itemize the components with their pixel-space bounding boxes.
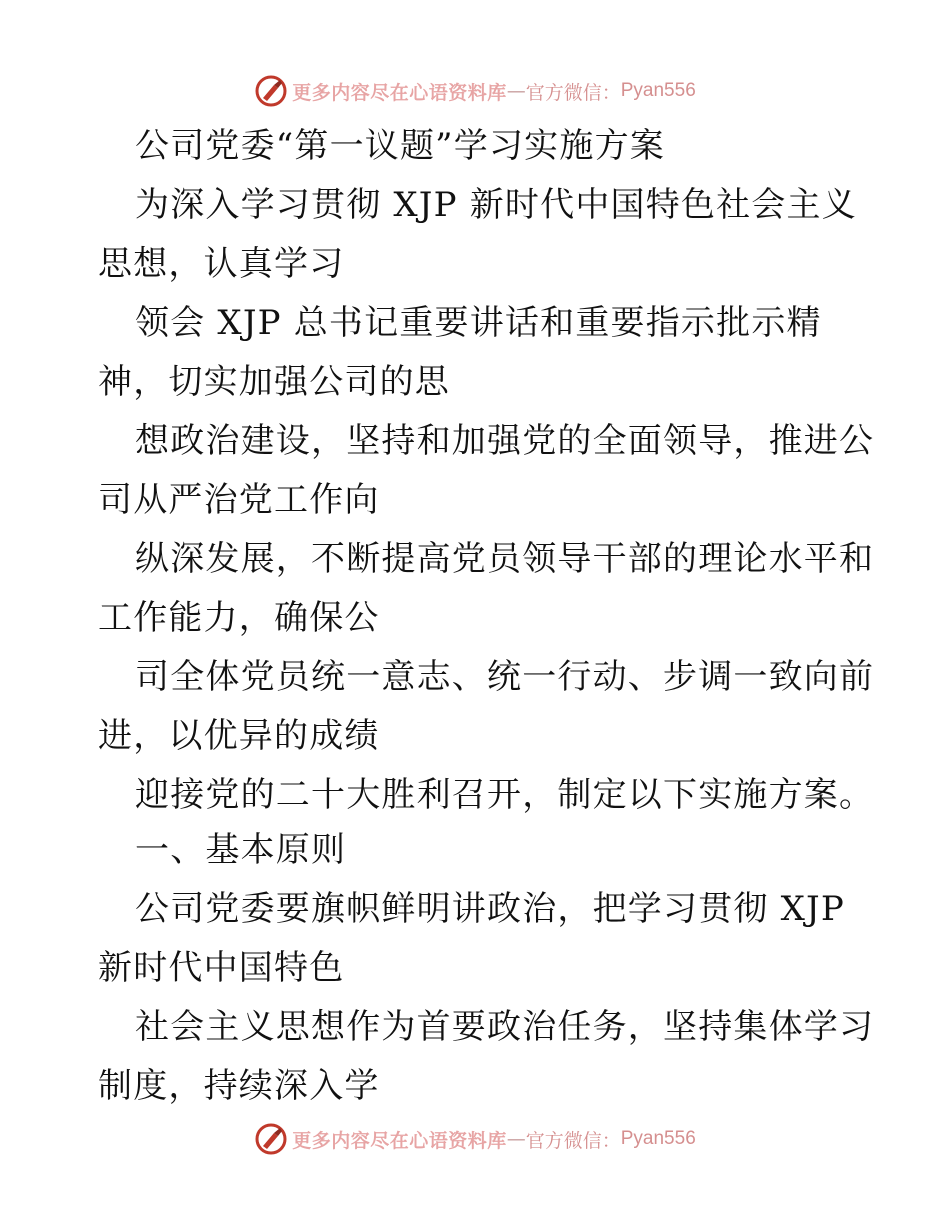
section-heading: 一、基本原则: [135, 830, 347, 870]
text-line: 纵深发展，不断提高党员领导干部的理论水平和: [135, 539, 875, 579]
pen-logo-icon: [254, 74, 288, 108]
text-line: 思想，认真学习: [98, 244, 345, 284]
watermark-wechat-label: 官方微信：: [525, 81, 621, 104]
text-line: 领会 XJP 总书记重要讲话和重要指示批示精: [135, 303, 822, 343]
header-watermark: [0, 71, 950, 111]
text-line: 社会主义思想作为首要政治任务，坚持集体学习: [135, 1007, 875, 1047]
text-line: 司全体党员统一意志、统一行动、步调一致向前: [135, 657, 875, 697]
watermark-dash: —: [506, 1128, 526, 1150]
text-line: 制度，持续深入学: [98, 1066, 380, 1106]
watermark-main-text: 更多内容尽在心语资料库: [292, 81, 507, 104]
document-title: 公司党委“第一议题”学习实施方案: [135, 126, 665, 166]
watermark-wechat-id: Pyan556: [620, 80, 696, 101]
text-line: 司从严治党工作向: [98, 480, 380, 520]
text-line: 进，以优异的成绩: [98, 716, 380, 756]
text-line: 迎接党的二十大胜利召开，制定以下实施方案。: [135, 775, 875, 815]
text-line: 为深入学习贯彻 XJP 新时代中国特色社会主义: [135, 185, 857, 225]
watermark-wechat-label: 官方微信：: [525, 1129, 621, 1152]
watermark-dash: —: [506, 80, 526, 102]
footer-watermark: [0, 1119, 950, 1159]
text-line: 新时代中国特色: [98, 948, 345, 988]
text-line: 工作能力，确保公: [98, 598, 380, 638]
text-line: 公司党委要旗帜鲜明讲政治，把学习贯彻 XJP: [135, 889, 845, 929]
text-line: 想政治建设，坚持和加强党的全面领导，推进公: [135, 421, 875, 461]
text-line: 神，切实加强公司的思: [98, 362, 450, 402]
watermark-main-text: 更多内容尽在心语资料库: [292, 1129, 507, 1152]
watermark-wechat-id: Pyan556: [620, 1128, 696, 1149]
pen-logo-icon: [254, 1122, 288, 1156]
